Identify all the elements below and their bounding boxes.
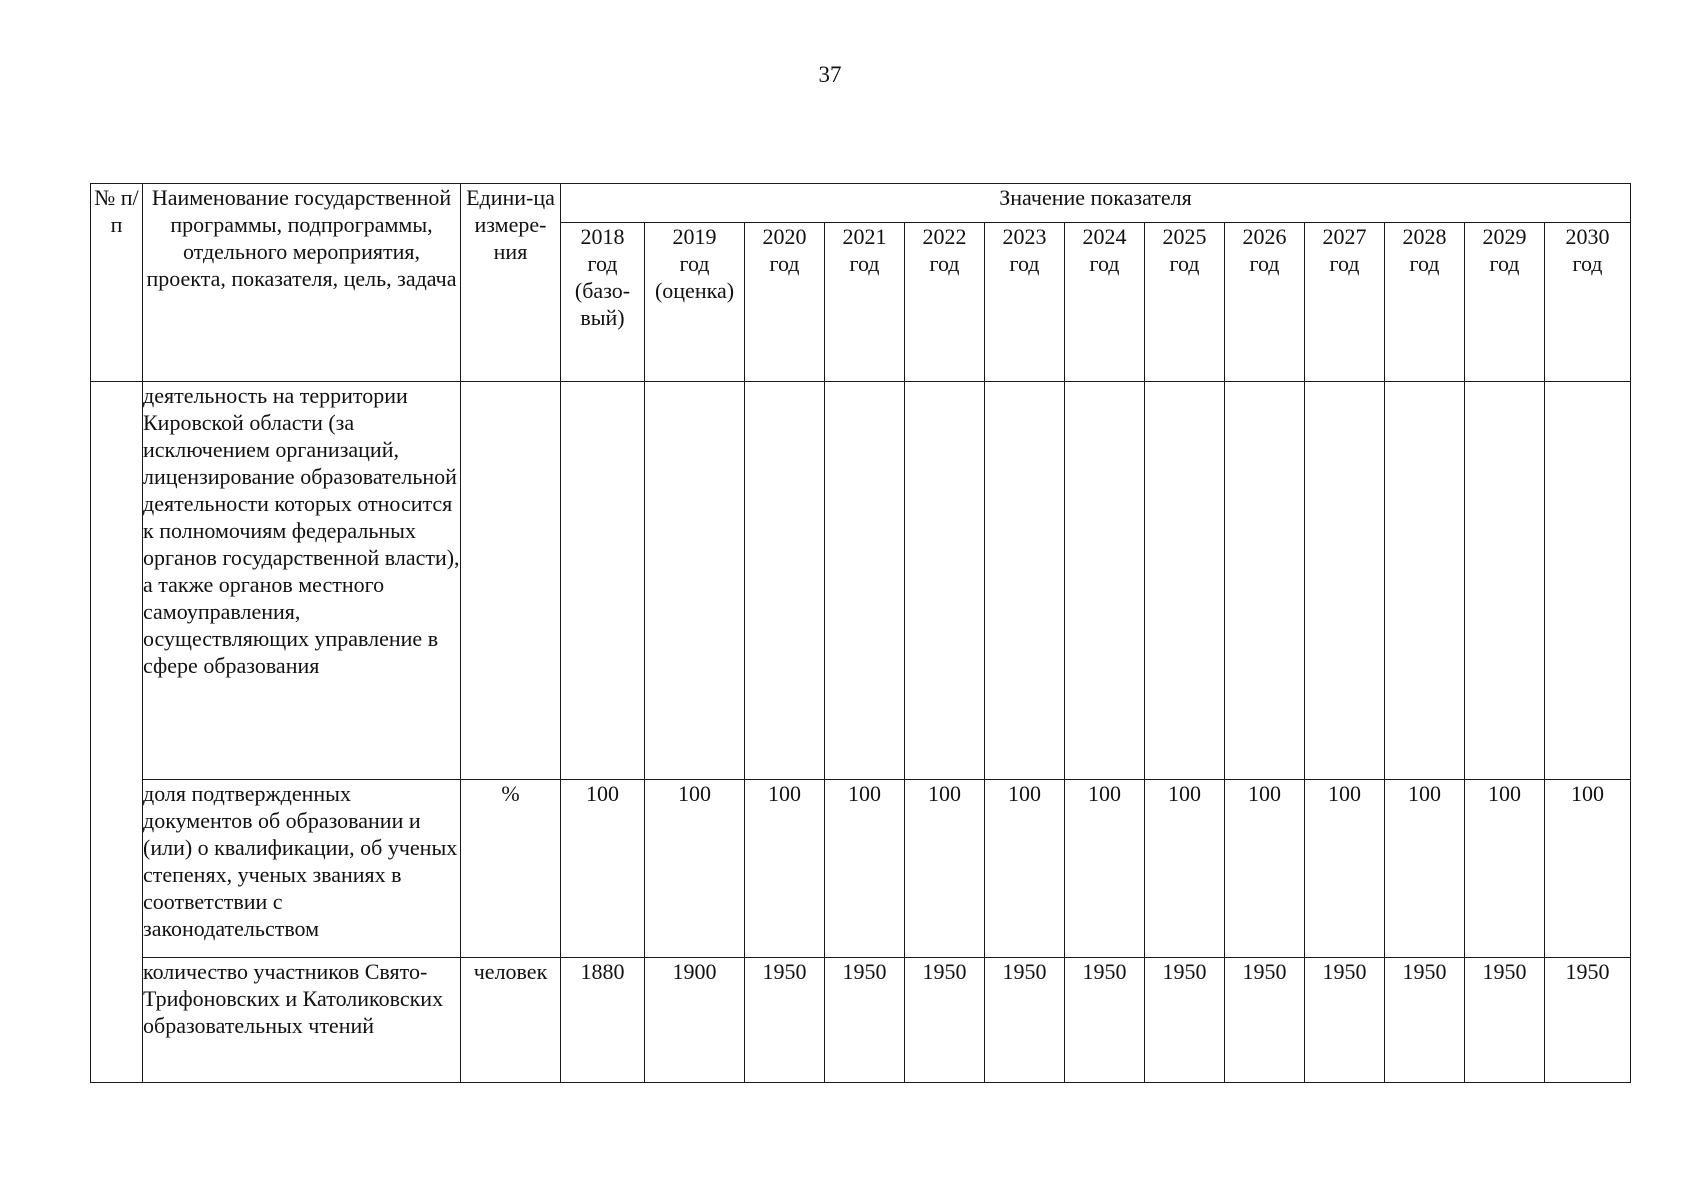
value-2025 xyxy=(1145,382,1225,780)
header-year-2027: 2027 год xyxy=(1305,223,1385,382)
value-2027: 100 xyxy=(1305,780,1385,958)
value-2020: 100 xyxy=(745,780,825,958)
header-year-2024: 2024 год xyxy=(1065,223,1145,382)
value-2020: 1950 xyxy=(745,958,825,1083)
header-row-group xyxy=(91,184,1631,223)
value-2018: 1880 xyxy=(561,958,645,1083)
value-2019: 1900 xyxy=(645,958,745,1083)
value-2026 xyxy=(1225,382,1305,780)
value-2019: 100 xyxy=(645,780,745,958)
indicator-unit: % xyxy=(461,780,561,958)
indicator-unit xyxy=(461,382,561,780)
indicator-unit: человек xyxy=(461,958,561,1083)
value-2023: 100 xyxy=(985,780,1065,958)
value-2022 xyxy=(905,382,985,780)
value-2027: 1950 xyxy=(1305,958,1385,1083)
value-2021: 100 xyxy=(825,780,905,958)
value-2021 xyxy=(825,382,905,780)
value-2028 xyxy=(1385,382,1465,780)
header-year-2019: 2019 год (оценка) xyxy=(645,223,745,382)
value-2030: 100 xyxy=(1545,780,1631,958)
value-2028: 1950 xyxy=(1385,958,1465,1083)
value-2029 xyxy=(1465,382,1545,780)
value-2020 xyxy=(745,382,825,780)
header-value-group: Значение показателя xyxy=(561,184,1631,223)
value-2024: 100 xyxy=(1065,780,1145,958)
header-name: Наименование государственной программы, подпрограммы, отдельного мероприятия, проекта, показателя, цель, задача xyxy=(143,184,461,382)
indicator-name: деятельность на территории Кировской области (за исключением организаций, лицензирование образовательной деятельности которых относится к полномочиям федеральных органов государственной власти), а также органов местного самоуправления, осуществляющих управление в сфере образования xyxy=(143,382,461,780)
value-2023: 1950 xyxy=(985,958,1065,1083)
header-year-2026: 2026 год xyxy=(1225,223,1305,382)
value-2021: 1950 xyxy=(825,958,905,1083)
value-2018 xyxy=(561,382,645,780)
value-2028: 100 xyxy=(1385,780,1465,958)
value-2019 xyxy=(645,382,745,780)
header-year-2018: 2018 год (базо-вый) xyxy=(561,223,645,382)
header-year-2020: 2020 год xyxy=(745,223,825,382)
value-2025: 1950 xyxy=(1145,958,1225,1083)
indicator-name: количество участников Свято-Трифоновских и Католиковских образовательных чтений xyxy=(143,958,461,1083)
header-year-2025: 2025 год xyxy=(1145,223,1225,382)
table-row xyxy=(91,780,1631,958)
header-year-2022: 2022 год xyxy=(905,223,985,382)
value-2027 xyxy=(1305,382,1385,780)
value-2026: 1950 xyxy=(1225,958,1305,1083)
value-2029: 1950 xyxy=(1465,958,1545,1083)
value-2030 xyxy=(1545,382,1631,780)
table-row xyxy=(91,958,1631,1083)
value-2025: 100 xyxy=(1145,780,1225,958)
header-num: № п/п xyxy=(91,184,143,382)
header-year-2030: 2030 год xyxy=(1545,223,1631,382)
page-number: 37 xyxy=(818,62,842,87)
value-2023 xyxy=(985,382,1065,780)
header-year-2023: 2023 год xyxy=(985,223,1065,382)
value-2022: 100 xyxy=(905,780,985,958)
value-2029: 100 xyxy=(1465,780,1545,958)
row-num-cell xyxy=(91,382,143,1083)
value-2024: 1950 xyxy=(1065,958,1145,1083)
value-2026: 100 xyxy=(1225,780,1305,958)
header-unit: Едини-ца измере-ния xyxy=(461,184,561,382)
value-2018: 100 xyxy=(561,780,645,958)
header-year-2028: 2028 год xyxy=(1385,223,1465,382)
indicator-name: доля подтвержденных документов об образовании и (или) о квалификации, об ученых степенях, ученых званиях в соответствии с законодательством xyxy=(143,780,461,958)
header-year-2029: 2029 год xyxy=(1465,223,1545,382)
value-2030: 1950 xyxy=(1545,958,1631,1083)
value-2022: 1950 xyxy=(905,958,985,1083)
indicators-table xyxy=(90,183,1631,1083)
value-2024 xyxy=(1065,382,1145,780)
header-year-2021: 2021 год xyxy=(825,223,905,382)
table-row xyxy=(91,382,1631,780)
